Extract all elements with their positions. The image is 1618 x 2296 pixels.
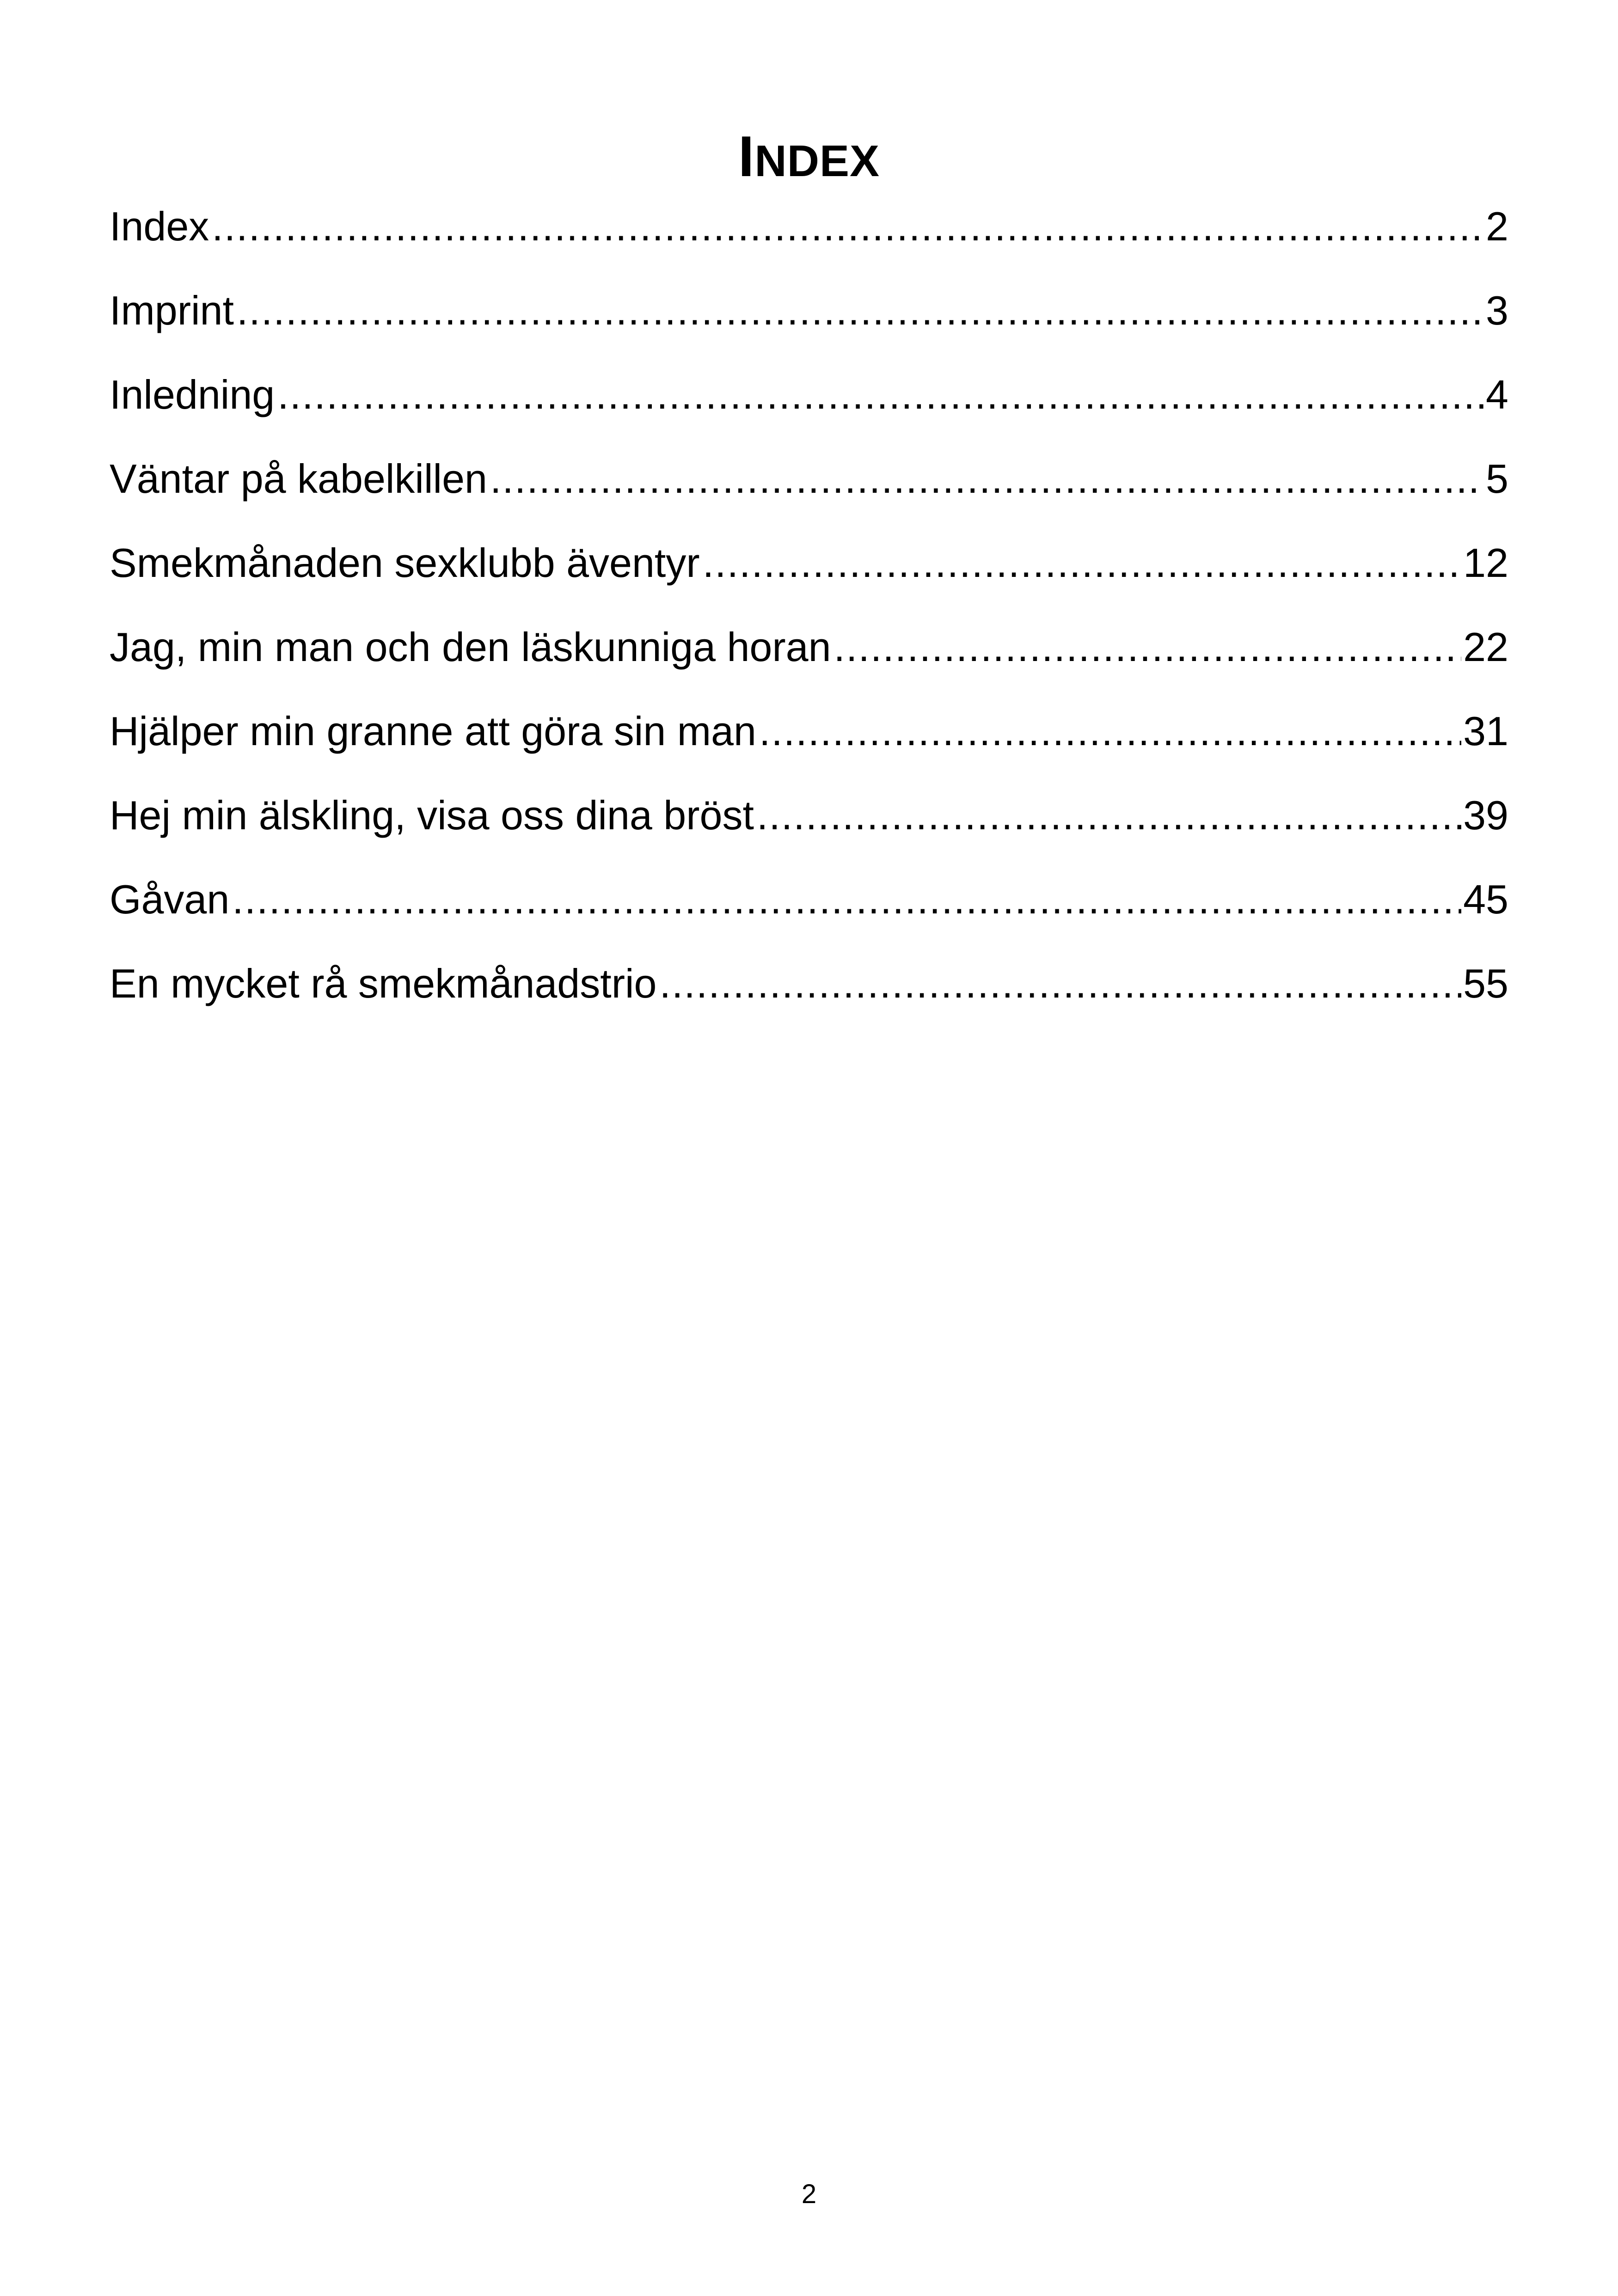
toc-entry-page: 31 [1463, 708, 1508, 754]
toc-entry-page: 12 [1463, 540, 1508, 586]
toc-entry[interactable] [110, 196, 1508, 281]
toc-entry-page: 55 [1463, 961, 1508, 1006]
page-number: 2 [801, 2179, 817, 2209]
toc-entry[interactable] [110, 281, 1508, 365]
toc-entry-page: 5 [1486, 456, 1508, 502]
title-rest: NDEX [754, 136, 880, 186]
toc-entry-title: Smekmånaden sexklubb äventyr [110, 540, 700, 586]
toc-entry[interactable] [110, 365, 1508, 449]
toc-entry-page: 22 [1463, 624, 1508, 670]
toc-entry-title: Väntar på kabelkillen [110, 456, 487, 502]
toc-entry-title: En mycket rå smekmånadstrio [110, 961, 657, 1006]
toc-entry[interactable] [110, 869, 1508, 954]
toc-leader-dots [212, 196, 1484, 257]
toc-entry[interactable] [110, 701, 1508, 785]
title-initial: I [738, 125, 755, 189]
toc-leader-dots [232, 869, 1461, 930]
toc-entry-title: Hej min älskling, visa oss dina bröst [110, 792, 754, 838]
toc-leader-dots [277, 365, 1484, 425]
toc-entry-page: 2 [1486, 203, 1508, 249]
toc-leader-dots [757, 785, 1461, 845]
toc-entry-page: 4 [1486, 372, 1508, 417]
toc-leader-dots [759, 701, 1461, 761]
toc-entry-title: Index [110, 203, 209, 249]
toc-leader-dots [703, 533, 1461, 593]
toc-entry-title: Inledning [110, 372, 275, 417]
table-of-contents [110, 196, 1508, 1038]
toc-entry[interactable] [110, 449, 1508, 533]
toc-entry[interactable] [110, 617, 1508, 701]
toc-entry[interactable] [110, 785, 1508, 869]
toc-leader-dots [834, 617, 1462, 677]
toc-entry-page: 39 [1463, 792, 1508, 838]
toc-entry-title: Gåvan [110, 876, 230, 922]
toc-entry-page: 3 [1486, 288, 1508, 333]
toc-leader-dots [660, 954, 1462, 1014]
page-title [0, 127, 1618, 191]
toc-entry-page: 45 [1463, 876, 1508, 922]
toc-leader-dots [237, 281, 1484, 341]
toc-entry[interactable] [110, 954, 1508, 1038]
toc-entry[interactable] [110, 533, 1508, 617]
toc-entry-title: Hjälper min granne att göra sin man [110, 708, 756, 754]
toc-leader-dots [490, 449, 1484, 509]
toc-entry-title: Jag, min man och den läskunniga horan [110, 624, 831, 670]
toc-entry-title: Imprint [110, 288, 234, 333]
